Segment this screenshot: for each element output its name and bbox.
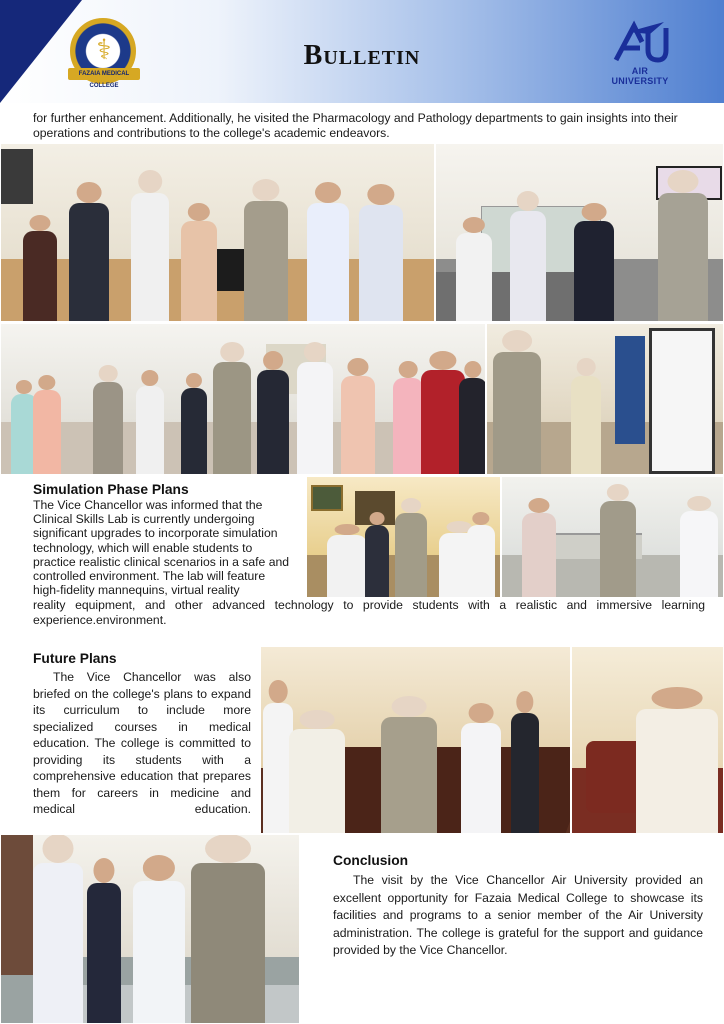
person <box>181 221 217 321</box>
person <box>327 535 367 597</box>
research-poster <box>615 336 645 444</box>
person <box>33 863 83 1023</box>
person <box>359 205 403 321</box>
person <box>574 221 614 321</box>
future-plans-paragraph: The Vice Chancellor was also briefed on the college's plans to expand its curriculum to include more specialized courses in medical education. The college is committed to providing its students with a comprehensive education that prepares them for careers in medicine and medical education. <box>33 670 251 816</box>
person <box>136 386 164 474</box>
person <box>257 370 289 474</box>
person <box>461 723 501 833</box>
person <box>23 231 57 321</box>
person <box>181 388 207 474</box>
conclusion-paragraph: The visit by the Vice Chancellor Air University provided an excellent opportunity for Fazaia Medical College to showcase its facilities and programs to a senior member of the Air University administration. The college is grateful for the support and guidance provided by the Vice Chancellor. <box>333 873 703 957</box>
simulation-line: controlled environment. The lab will feature <box>33 569 266 584</box>
person <box>365 525 389 597</box>
person <box>297 362 333 474</box>
photo-corridor-walk <box>0 323 486 475</box>
page-title: Bulletin <box>303 40 421 71</box>
person <box>571 376 601 474</box>
person <box>191 863 265 1023</box>
person <box>289 729 345 833</box>
person <box>680 511 718 597</box>
simulation-line: technology, which will enable students to <box>33 540 253 555</box>
photo-clinical-skills-lab <box>306 476 501 598</box>
photo-skills-lab-tour <box>501 476 724 598</box>
doorway <box>1 835 33 975</box>
person <box>658 193 708 321</box>
person <box>69 203 109 321</box>
photo-department-visit <box>0 143 435 322</box>
bulletin-header <box>0 0 724 103</box>
wall-painting <box>311 485 343 511</box>
person <box>456 233 492 321</box>
person <box>467 525 495 597</box>
person <box>341 376 375 474</box>
person <box>393 378 423 474</box>
caduceus-icon: ⚕ <box>96 34 112 65</box>
person <box>33 390 61 474</box>
simulation-paragraph-continued: reality equipment, and other advanced technology to provide students with a realistic and immersive learning experience.environment. <box>33 598 705 627</box>
person <box>381 717 437 833</box>
person <box>307 203 349 321</box>
simulation-heading: Simulation Phase Plans <box>33 482 189 497</box>
person <box>459 378 486 474</box>
conclusion-heading: Conclusion <box>333 853 409 868</box>
simulation-line: significant upgrades to incorporate simulation <box>33 526 278 541</box>
photo-faculty-member <box>571 646 724 834</box>
simulation-line: practice realistic clinical scenarios in a safe and <box>33 554 290 569</box>
person <box>636 709 718 833</box>
simulation-line: high-fidelity mannequins, virtual reality <box>33 583 240 598</box>
photo-boardroom-briefing <box>260 646 571 834</box>
wall-poster <box>1 149 33 204</box>
air-university-logo-icon <box>610 20 670 64</box>
air-university-logo <box>604 20 676 86</box>
person <box>511 713 539 833</box>
person <box>510 211 546 321</box>
photo-pharmacology-lab <box>435 143 724 322</box>
person <box>600 501 636 597</box>
person <box>133 881 185 1023</box>
simulation-line: The Vice Chancellor was informed that the <box>33 498 263 512</box>
person <box>395 513 427 597</box>
fmc-logo-caption: FAZAIA MEDICAL COLLEGE <box>68 68 140 80</box>
person <box>213 362 251 474</box>
person <box>93 382 123 474</box>
person <box>493 352 541 474</box>
person <box>87 883 121 1023</box>
person <box>131 193 169 321</box>
air-university-logo-caption: AIR UNIVERSITY <box>611 66 669 86</box>
simulation-line: Clinical Skills Lab is currently undergoing <box>33 512 255 527</box>
photo-pathology-posters <box>486 323 724 475</box>
simulation-paragraph <box>33 498 303 597</box>
research-poster <box>649 328 715 474</box>
person <box>522 513 556 597</box>
intro-paragraph: for further enhancement. Additionally, he visited the Pharmacology and Pathology departments to gain insights into their operations and contributions to the college's academic endeavors. <box>33 111 678 140</box>
future-plans-heading: Future Plans <box>33 651 117 666</box>
person <box>244 201 288 321</box>
photo-lab-equipment-review <box>0 834 300 1024</box>
